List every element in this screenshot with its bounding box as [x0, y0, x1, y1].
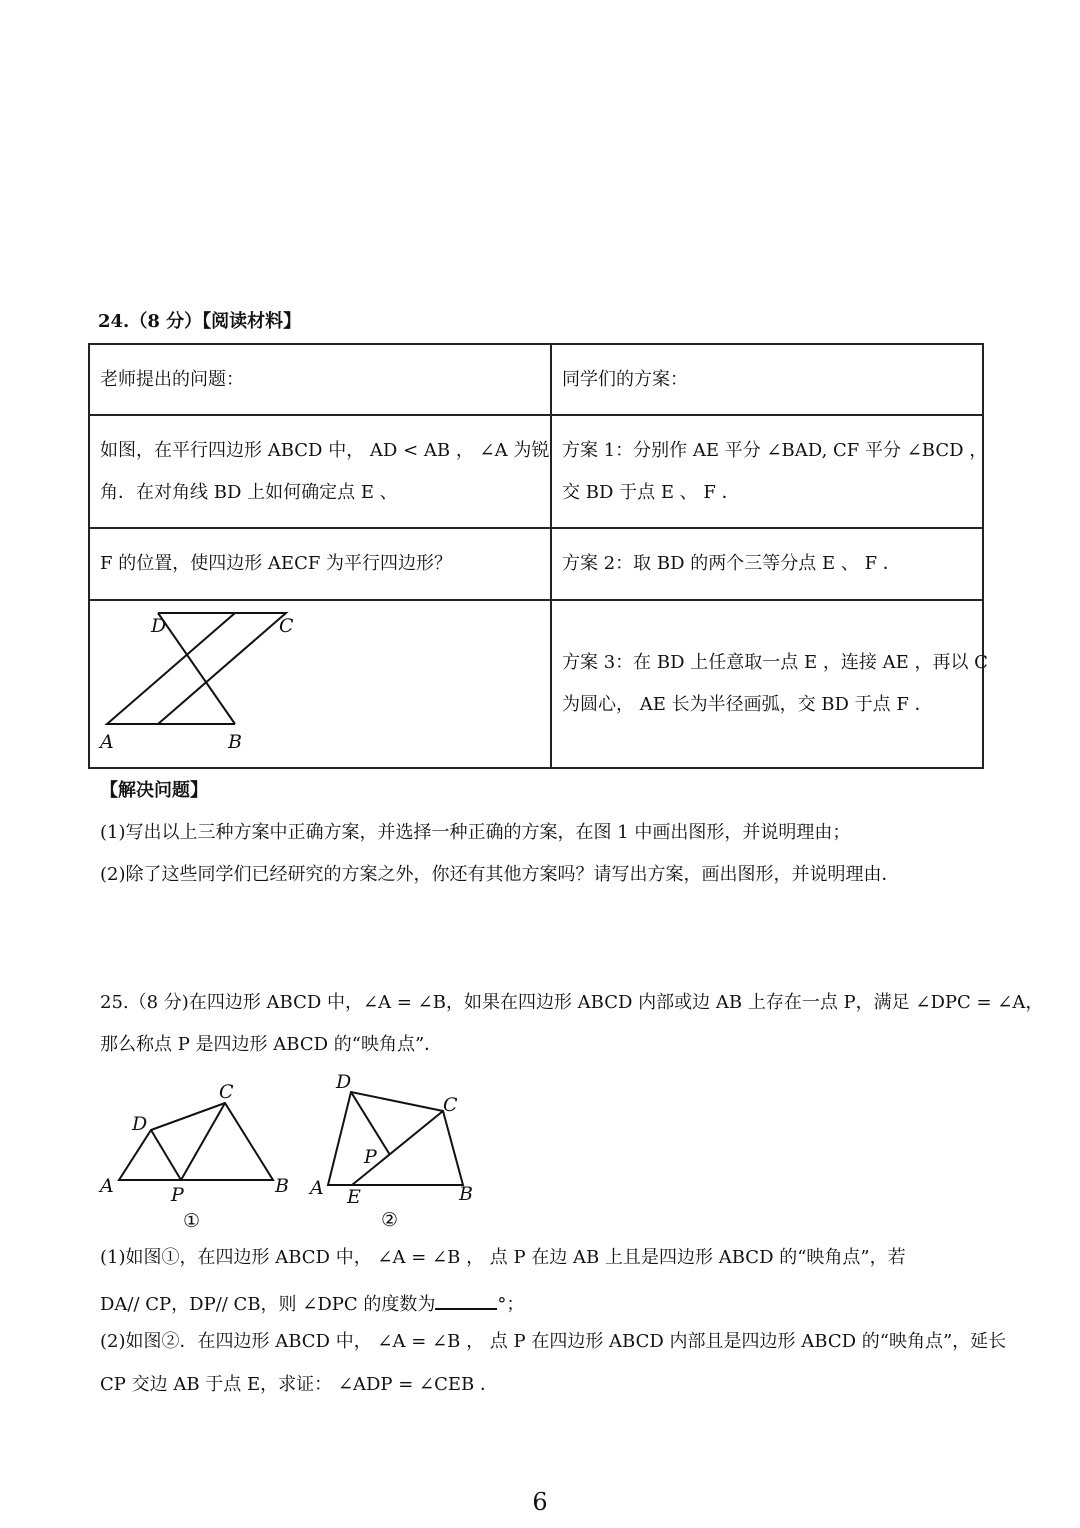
fig2-label-A: A: [310, 1177, 324, 1199]
problem-cell-cont: [89, 528, 551, 600]
q25-part2-line1: (2)如图②．在四边形 ABCD 中， ∠A = ∠B ， 点 P 在四边形 ABCD 内部且是四边形 ABCD 的“映角点”，延长: [100, 1331, 1007, 1352]
fig2-label-D: D: [336, 1071, 352, 1093]
label-D: D: [151, 615, 167, 637]
plan1-cell: [551, 415, 988, 528]
label-A: A: [100, 731, 114, 753]
fig2-label-B: B: [459, 1183, 473, 1205]
parallelogram-figure: [90, 601, 550, 767]
q24-header: 24.（8 分）【阅读材料】: [98, 311, 302, 332]
figure-1: [95, 1070, 310, 1235]
q25-part1-line2: [100, 1290, 524, 1316]
label-C: C: [279, 615, 294, 637]
fig2-label-E: E: [347, 1186, 361, 1208]
q25-part1-line1: (1)如图①，在四边形 ABCD 中， ∠A = ∠B ， 点 P 在边 AB 上且是四边形 ABCD 的“映角点”，若: [100, 1247, 906, 1268]
fig2-number: ②: [381, 1209, 399, 1231]
plan2-cell: [551, 528, 983, 600]
fig1-label-B: B: [275, 1175, 289, 1197]
q25-part2-line2: CP 交边 AB 于点 E，求证： ∠ADP = ∠CEB ．: [100, 1374, 498, 1395]
reading-material-table: [88, 343, 988, 769]
problem-line-1: 如图，在平行四边形 ABCD 中， AD < AB ， ∠A 为锐: [100, 439, 550, 461]
fig1-number: ①: [183, 1210, 201, 1232]
label-B: B: [228, 731, 242, 753]
fig1-label-P: P: [171, 1184, 184, 1206]
q24-part1: (1)写出以上三种方案中正确方案，并选择一种正确的方案，在图 1 中画出图形，并说明理由；: [100, 822, 851, 843]
answer-blank[interactable]: [435, 1290, 497, 1310]
table-header-students: 同学们的方案：: [551, 344, 983, 415]
fig1-label-D: D: [132, 1113, 148, 1135]
page-number: 6: [532, 1488, 548, 1516]
plan2-text: 方案 2：取 BD 的两个三等分点 E 、 F ．: [562, 553, 901, 574]
problem-cell: [89, 415, 551, 528]
figure-cell: [89, 600, 551, 768]
plan1-line-1: 方案 1：分别作 AE 平分 ∠BAD, CF 平分 ∠BCD ，: [562, 439, 988, 461]
plan3-line-1: 方案 3：在 BD 上任意取一点 E ，连接 AE ，再以 C: [562, 652, 988, 673]
solve-header: 【解决问题】: [100, 780, 208, 801]
fig2-label-P: P: [364, 1146, 377, 1168]
fig2-label-C: C: [443, 1094, 458, 1116]
q24-part2: (2)除了这些同学们已经研究的方案之外，你还有其他方案吗？请写出方案，画出图形，并说明理由．: [100, 864, 900, 885]
q25-line1: 25.（8 分)在四边形 ABCD 中，∠A = ∠B，如果在四边形 ABCD 内部或边 AB 上存在一点 P，满足 ∠DPC = ∠A，: [100, 992, 1044, 1013]
problem-line-2: 角．在对角线 BD 上如何确定点 E 、: [100, 481, 398, 503]
problem-line-3: F 的位置，使四边形 AECF 为平行四边形？: [100, 553, 453, 574]
table-header-teacher: 老师提出的问题：: [89, 344, 551, 415]
fig1-label-C: C: [219, 1081, 234, 1103]
fig1-label-A: A: [100, 1175, 114, 1197]
q25-line2: 那么称点 P 是四边形 ABCD 的“映角点”．: [100, 1034, 443, 1055]
degree-symbol: °；: [497, 1294, 525, 1315]
q25-part1-line2-text: DA// CP，DP// CB，则 ∠DPC 的度数为: [100, 1294, 436, 1315]
figure-2: [305, 1068, 485, 1233]
plan3-cell: [551, 600, 988, 768]
plan3-line-2: 为圆心， AE 长为半径画弧，交 BD 于点 F ．: [562, 694, 933, 715]
plan1-line-2: 交 BD 于点 E 、 F ．: [562, 481, 740, 503]
